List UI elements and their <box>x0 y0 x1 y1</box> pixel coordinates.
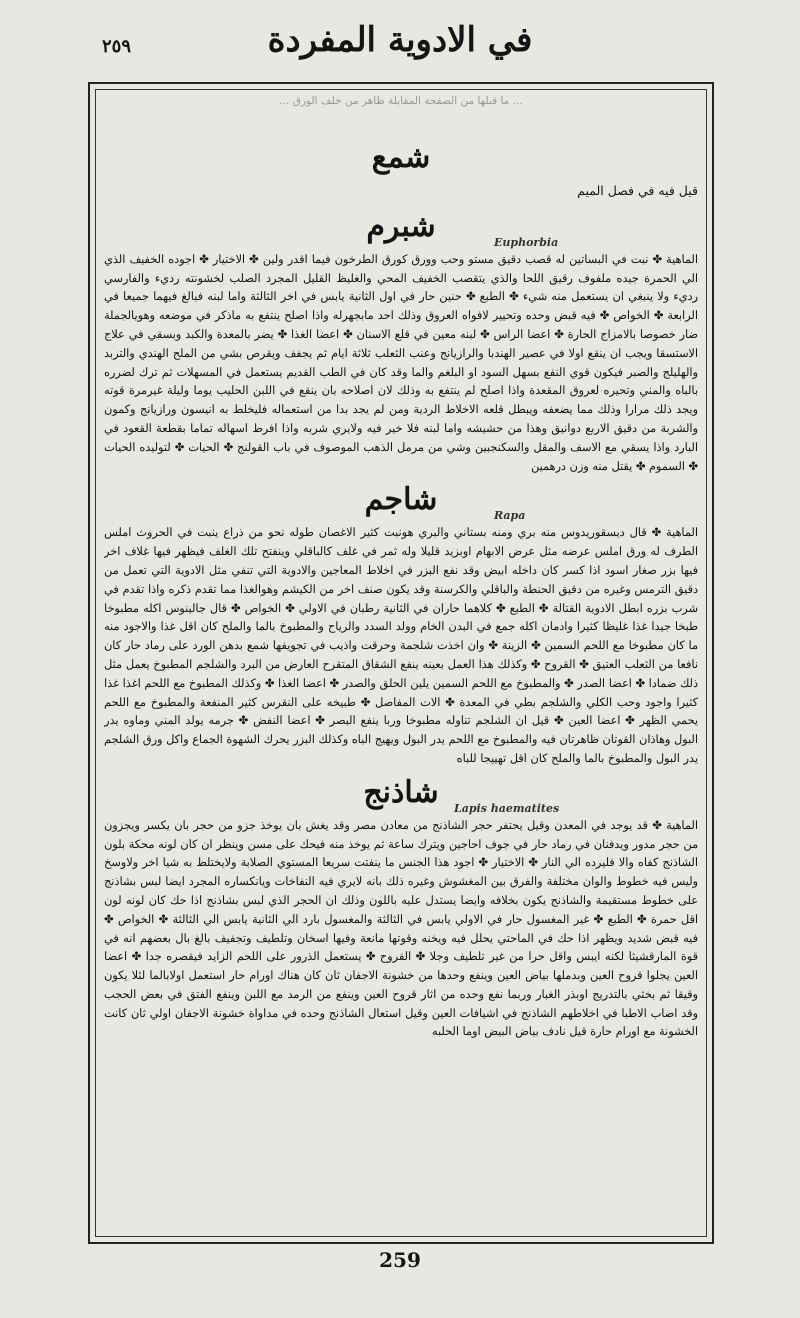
page-number-top: ٢٥٩ <box>102 36 132 57</box>
entry-heading-shajam <box>104 480 698 523</box>
page-body <box>104 94 698 1234</box>
page-number-bottom: 259 <box>379 1248 421 1272</box>
text-frame <box>88 82 714 1244</box>
entry-paragraph: الماهية ✤ قد يوجد في المعدن وقيل يحتفر حجر الشاذنج من معادن مصر وقد يغش بان يوخذ جزو من حجر بان يكسر ويجزون من حجر مدور ويدفنان في رماد حار في جوف احاجين ويترك ساعة ثم يوخذ منه فيحك على مسن وينظر ان كان لونه محكة بلون الشاذنج كفاه والا فليرده الي النار ✤ الاختيار ✤ اجود هذا الجنس ما ينفتت سريعا المستوي الصلابة ولايختلط به شيا اخر ولاوسخ وليس فيه خطوط والوان مختلفة والفرق بين المغشوش وغيره ذلك بانه لايري فيه النفاخات ويانكساره المجرد ايضا لبس بشاذنج على خطوط مستقيمة والشاذنج يكون بخلافه وايضا يستدل عليه باللون وذلك ان الحجر الذي لبس بشاذنج اذا حك كان لونه لون اقل حمرة ✤ الطبع ✤ غير المغسول حار في الاولي يابس في الثالثة والمغسول بارد الي الثانية يابس الي الثالثة ✤ الخواص ✤ فيه قبض شديد ويظهر اذا حك في الماحتي يحلل فيه ويخنه وقوتها مانعة وفيها اسخان وتلطيف وتجفيف بالغ بال بعضهم انه في قوة المارقشيثا لكنه ايبس واقل حرا من غير تلطيف وجلا ✤ القروح ✤ يستعمل الذرور على اللحم الزايد فيقصره جدا ✤ اعضا العين يجلوا قروح العين وبدملها بياض العين وينفع وحدها من خشونة الاجفان ثان كان هناك اورام حار استعمل اولابالما لئلا يكون وقيقا ثم بخثي بالتدريج اوبذر الغبار وربما نفع وحده من اثار قروح العين وينفع من الرمد مع اللبن وينفع الفتق في بعض الحجب وقد اصاب الاطبا في اخلاطهم الشاذنج في اشيافات العين وقيل استعال الشاذنج وحده في مداواة خشونة الاجفان اولي ثان كانت الخشونة مع اورام حارة قيل نادف بياض البيض اوما الحلبه <box>104 818 698 1039</box>
latin-annotation: Rapa <box>494 509 526 523</box>
running-head <box>0 18 800 68</box>
entry-heading-text: شاجم <box>364 482 438 518</box>
entry-heading-sham <box>104 138 698 178</box>
entry-heading-text: شاذنج <box>363 774 439 810</box>
running-title: في الادوية المفردة <box>267 20 533 60</box>
latin-annotation: Euphorbia <box>494 235 559 249</box>
latin-annotation: Lapis haematites <box>454 801 560 815</box>
entry-paragraph: الماهية ✤ نبت في البساتين له قصب دقيق مستو وحب وورق كورق الطرخون فيما اقدر ولين ✤ الاختيار ✤ اجوده الخفيف الذي الي الحمرة جيده ملفوف رقيق اللحا والذي يتقصب الخفيف المحي والغليظ القليل المجرد الصلب لخشونته رديء والفارسي رديء ولا ينبغي ان يستعمل منه شيء ✤ الطبع ✤ حنين حار في اول الثانية يابس في اخر الثالثة واما لبنه فبالغ فيهما جميعا في الرابعة ✤ الخواص ✤ فيه قبض وحده وتحيير لافواه العروق وذلك احد مابجهرله واذا اصلح ينتفع به ماذكر في موضعه وهويالجملة ضار خصوصا بالامزاج الحارة ✤ اعضا الراس ✤ لبنه معين في قلع الاسنان ✤ اعضا الغذا ✤ يضر بالمعدة والكبد وبسقي في علاج الاستسقا ويجب ان ينقع اولا في عصير الهندبا والرازيانج وعنب الثعلب ثلاثة ايام ثم يجفف ويقرص بشي من الملح الهندي والتربد والهليلج والصبر فيكون قوي النفع بسهل السود او البلغم والما وقد كان في الطب القديم يستعمل في المسهلات ثم ترك لضرره بالباه والمني وتحيره لعروق المقعدة واذا اصلح لم ينتفع به وذلك لان اصلاحه بان ينقع في اللبن الحليب يوما وليلة غيرمرة قوته ويجد ذلك مرارا وذلك مما يضعفه ويبطل قلعه الاخلاط الردية ومن لم يجد بدا من استعماله فليخلط به انيسون ورازيانج وكمون والشربة من دقيق الاربع دوانيق وهذا من حشيشه واما لبنه فلا خير فيه ولايري شربه واذا افرط اسهاله تماما بقطعة القعود في البارد واذا يسقي مع الاسف والمقل والسكنجبين وشي من مرمل الذهب الموصوف في باب القولنج ✤ الحيات ✤ لتوليده الحيات ✤ السموم ✤ يقتل منه وزن درهمين <box>104 252 698 473</box>
entry-crossref: قيل فيه في فصل الميم <box>577 183 698 198</box>
entry-paragraph: الماهية ✤ قال ديسقوريدوس منه بري ومنه بستاني والبري هونبت كثير الاغصان طوله نحو من ذراع ينبت في الحروث املس الطرف له ورق املس عرضه مثل عرض الابهام اوبزيد قليلا وله ثمر في غلف كالباقلي وينفتح تلك الغلف فيظهر فيها غلاف اخر فيها بزر صغار اسود اذا كسر كان داخله ابيض وقد نفع البزر في اخلاط المعاجين والادوية التي تنفي مثل الادوية التي تعمل من دقيق الترمس وغيره من دقيق الحنطة والباقلي والكرسنة وقد يكون صنف اخر من الكيشم وهوالغذا مما تقدم ذكره واذا تقدم في شرب بزره ابطل الادوية القتالة ✤ الطبع ✤ كلاهما حاران في الثانية رطبان في الاولي ✤ الخواص ✤ قال جالينوس اكله مطبوخا طبخا جيدا غذا غليظا كثيرا وادمان اكله جمع في البدن الخام وولد السدد والرياح والمطبوخ بالما والملح كان اقل غذا والاجود منه ما كان مطبوخا مع اللحم السمين ✤ الزينة ✤ وان اخذت شلجمة وحرقت واذيب في تجويفها شمع بدهن الورد على رماد حار كان نافعا من الثعلب العتيق ✤ القروح ✤ وكذلك هذا العمل بعينه ينفع الشقاق المتقرح العارض من البرد والشلجم المطبوخ يعمل مثل ذلك ضمادا ✤ اعضا الصدر ✤ والمطبوخ مع اللحم السمين يلين الحلق والصدر ✤ اعضا الغذا ✤ وكذلك المطبوخ مع اللحم اغذا غذا كثيرا واجود وحب الكلي والشلجم بطي في المعدة ✤ الات المفاصل ✤ طبيخه على النقرس كثير المنفعة والمطبوخ مع اللحم يحمي الظهر ✤ اعضا العين ✤ قيل ان الشلجم تناوله مطبوخا وربا ينفع البصر ✤ اعضا النفض ✤ جرمه يولد المني وماوه يدر البول وهاذان القوتان ظاهرتان فيه والمطبوخ مع اللحم يدر البول ويهيج الباه وكذلك البزر يحرك الشهوة الجماع واكل ورق الشلجم يدر البول والمطبوخ بالما والملح كان اقل تهييجا للباه <box>104 526 698 765</box>
entry-heading-shubrum <box>104 207 698 247</box>
bleed-through-text: ... ما قبلها من الصفحة المقابلة ظاهر من خلف الورق ... <box>279 95 523 107</box>
entry-heading-text: شمع <box>371 140 431 175</box>
entry-heading-text: شبرم <box>366 208 436 244</box>
entry-heading-shadhanaj <box>104 773 698 813</box>
